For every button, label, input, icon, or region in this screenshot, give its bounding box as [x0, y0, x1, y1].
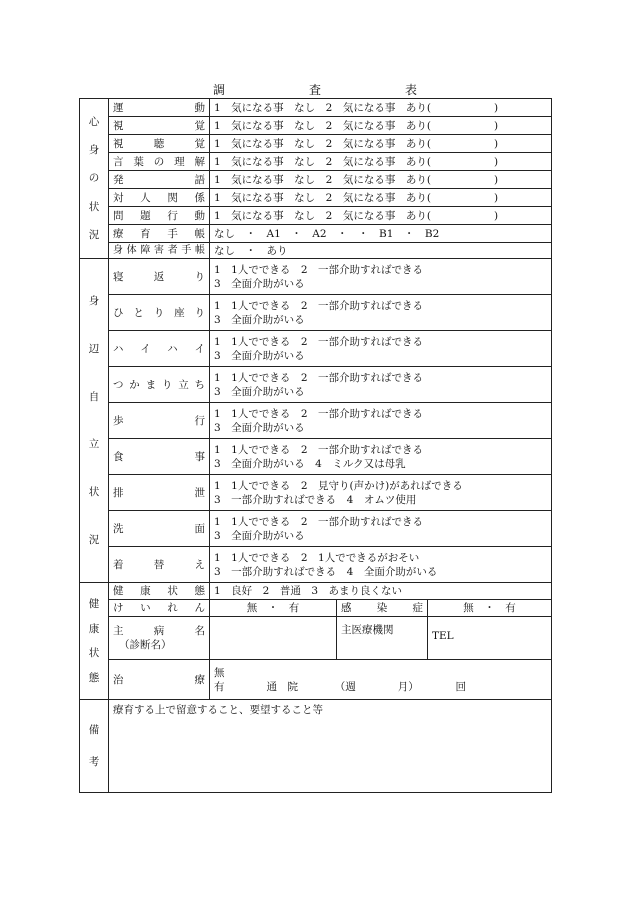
seizure-options[interactable]: 無 ・ 有 — [210, 600, 337, 617]
disease-value-field[interactable] — [210, 617, 337, 660]
section-heading-mind-body: 心 身 の 状 況 — [80, 99, 109, 259]
row-label: 視覚 — [109, 117, 210, 135]
row-options[interactable]: なし ・ A1 ・ A2 ・ ・ B1 ・ B2 — [210, 225, 552, 243]
health-label: 健康状態 — [109, 583, 210, 600]
tel-label: TEL — [432, 630, 454, 642]
row-label: 洗面 — [109, 511, 210, 547]
row-label: 歩行 — [109, 403, 210, 439]
row-options[interactable]: 1 1人でできる 2 一部介助すればできる 3 全面介助がいる 4 ミルク又は母乳 — [210, 439, 552, 475]
section-heading-health: 健 康 状 態 — [80, 583, 109, 700]
row-label: 食事 — [109, 439, 210, 475]
row-options[interactable]: 1 1人でできる 2 一部介助すればできる 3 全面介助がいる — [210, 511, 552, 547]
title-char: 調 — [212, 83, 225, 97]
document-title — [0, 81, 630, 98]
row-options[interactable]: なし ・ あり — [210, 243, 552, 259]
row-options[interactable]: 1 気になる事 なし 2 気になる事 あり( ) — [210, 99, 552, 117]
row-options[interactable]: 1 気になる事 なし 2 気になる事 あり( ) — [210, 135, 552, 153]
row-label: 療育手帳 — [109, 225, 210, 243]
disease-label: 主病名 （診断名） — [109, 617, 210, 660]
row-options[interactable]: 1 1人でできる 2 一部介助すればできる 3 全面介助がいる — [210, 367, 552, 403]
row-options[interactable]: 1 気になる事 なし 2 気になる事 あり( ) — [210, 117, 552, 135]
section-heading-self-reliance: 身 辺 自 立 状 況 — [80, 259, 109, 583]
row-label: 着替え — [109, 547, 210, 583]
row-label: 排泄 — [109, 475, 210, 511]
row-options[interactable]: 1 1人でできる 2 見守り(声かけ)があればできる 3 一部介助すればできる 4 オムツ使用 — [210, 475, 552, 511]
row-label: ハイハイ — [109, 331, 210, 367]
section-heading-remarks: 備 考 — [80, 700, 109, 793]
row-label: 問題行動 — [109, 207, 210, 225]
treatment-label: 治療 — [109, 660, 210, 700]
row-label: ひとり座り — [109, 295, 210, 331]
row-label: 視聴覚 — [109, 135, 210, 153]
row-options[interactable]: 1 1人でできる 2 一部介助すればできる 3 全面介助がいる — [210, 295, 552, 331]
infection-label: 感染症 — [337, 600, 428, 617]
row-label: 言葉の理解 — [109, 153, 210, 171]
treatment-options[interactable]: 無 有 通 院 （週 月） 回 — [210, 660, 552, 700]
row-label: 身体障害者手帳 — [109, 243, 210, 259]
row-options[interactable]: 1 1人でできる 2 一部介助すればできる 3 全面介助がいる — [210, 403, 552, 439]
row-options[interactable]: 1 1人でできる 2 一部介助すればできる 3 全面介助がいる — [210, 259, 552, 295]
title-char: 査 — [308, 83, 321, 97]
row-label: つかまり立ち — [109, 367, 210, 403]
row-label: 寝返り — [109, 259, 210, 295]
row-options[interactable]: 1 気になる事 なし 2 気になる事 あり( ) — [210, 207, 552, 225]
row-options[interactable]: 1 1人でできる 2 1人でできるがおそい 3 一部介助すればできる 4 全面介助がいる — [210, 547, 552, 583]
row-label: 対人関係 — [109, 189, 210, 207]
row-label: 発語 — [109, 171, 210, 189]
tel-field[interactable] — [428, 617, 552, 660]
seizure-label: けいれん — [109, 600, 210, 617]
row-options[interactable]: 1 気になる事 なし 2 気になる事 あり( ) — [210, 189, 552, 207]
remarks-field[interactable]: 療育する上で留意すること、要望すること等 — [109, 700, 552, 793]
infection-options[interactable]: 無 ・ 有 — [428, 600, 552, 617]
title-char: 表 — [405, 83, 418, 97]
row-label: 運動 — [109, 99, 210, 117]
row-options[interactable]: 1 気になる事 なし 2 気になる事 あり( ) — [210, 153, 552, 171]
row-options[interactable]: 1 気になる事 なし 2 気になる事 あり( ) — [210, 171, 552, 189]
health-options[interactable]: 1 良好 2 普通 3 あまり良くない — [210, 583, 552, 600]
row-options[interactable]: 1 1人でできる 2 一部介助すればできる 3 全面介助がいる — [210, 331, 552, 367]
survey-table — [79, 98, 552, 793]
doctor-label: 主医療機関 — [337, 617, 428, 660]
